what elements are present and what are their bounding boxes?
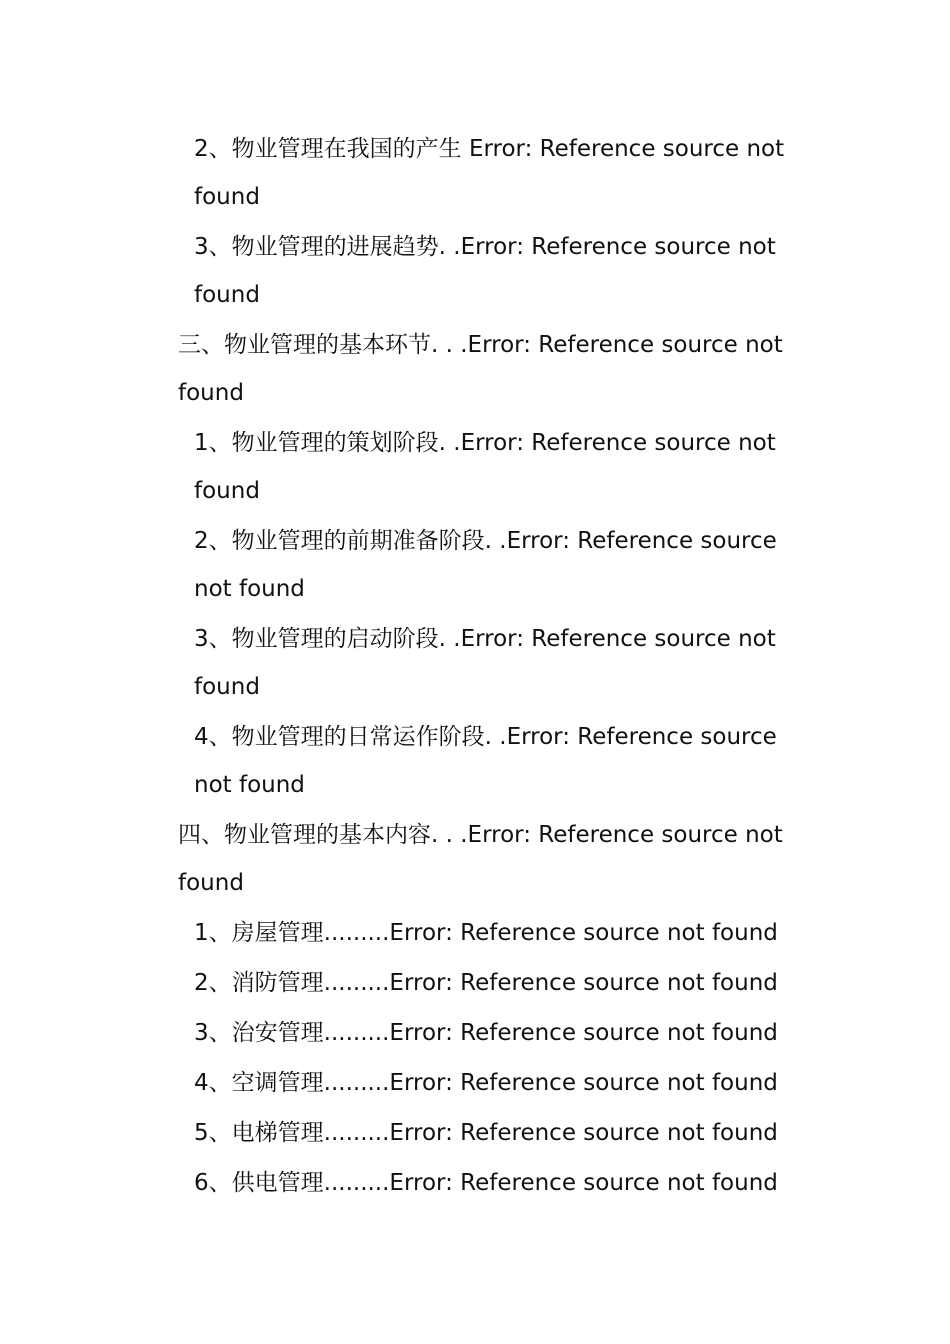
toc-entry-5-elevator-management: 5、电梯管理.........Error: Reference source not found: [194, 1120, 778, 1146]
toc-entry-4-daily-operation-stage: 4、物业管理的日常运作阶段. .Error: Reference source not found: [194, 724, 777, 798]
toc-entry-3-security-management: 3、治安管理.........Error: Reference source not found: [194, 1020, 778, 1046]
toc-section-4-basic-content: 四、物业管理的基本内容. . .Error: Reference source not found: [178, 822, 783, 896]
toc-entry-2-fire-management: 2、消防管理.........Error: Reference source not found: [194, 970, 778, 996]
toc-entry-1-planning-stage: 1、物业管理的策划阶段. .Error: Reference source not found: [194, 430, 776, 504]
toc-entry-6-power-supply-management: 6、供电管理.........Error: Reference source not found: [194, 1170, 778, 1196]
toc-entry-1-housing-management: 1、房屋管理.........Error: Reference source not found: [194, 920, 778, 946]
toc-section-3-basic-stages: 三、物业管理的基本环节. . .Error: Reference source not found: [178, 332, 783, 406]
toc-entry-2-preparation-stage: 2、物业管理的前期准备阶段. .Error: Reference source not found: [194, 528, 777, 602]
toc-entry-4-air-conditioning-management: 4、空调管理.........Error: Reference source not found: [194, 1070, 778, 1096]
table-of-contents: [0, 125, 950, 1209]
toc-entry-3-development-trend: 3、物业管理的进展趋势. .Error: Reference source not found: [194, 234, 776, 308]
toc-entry-2-origin-in-china: 2、物业管理在我国的产生 Error: Reference source not found: [194, 136, 785, 210]
toc-entry-3-startup-stage: 3、物业管理的启动阶段. .Error: Reference source not found: [194, 626, 776, 700]
